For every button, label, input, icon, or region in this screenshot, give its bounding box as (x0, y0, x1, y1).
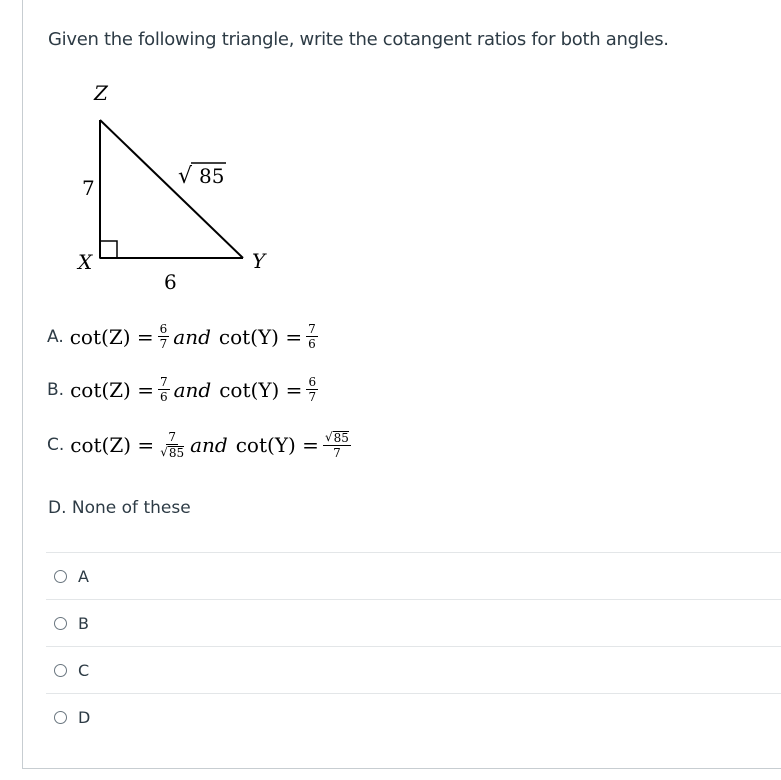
vertex-x-label: X (78, 250, 93, 274)
answer-label-d[interactable]: D (78, 707, 91, 727)
radio-c[interactable] (54, 664, 67, 677)
option-b-frac2-den: 7 (308, 390, 317, 404)
option-c-line (47, 431, 355, 459)
option-c-frac1-den-radicand: 85 (168, 446, 185, 460)
question-text: Given the following triangle, write the cotangent ratios for both angles. (48, 29, 669, 50)
option-c-rhs: cot(Y) = (235, 433, 319, 457)
triangle-figure (60, 75, 266, 295)
answer-option-c[interactable] (46, 646, 781, 693)
radio-a[interactable] (54, 570, 67, 583)
option-a-frac2-num: 7 (308, 322, 316, 336)
vertex-z-label: Z (94, 81, 108, 105)
hypotenuse-radicand: 85 (199, 164, 225, 188)
option-b-frac1 (158, 376, 170, 403)
option-b-frac1-num: 7 (159, 375, 168, 389)
option-c-frac1-den (158, 445, 186, 459)
side-left-label: 7 (82, 176, 95, 200)
option-c-frac2-den: 7 (333, 446, 341, 460)
option-a-frac1 (158, 323, 170, 350)
side-zy (100, 120, 243, 258)
answer-option-d[interactable] (46, 693, 781, 740)
answer-label-b[interactable]: B (78, 613, 89, 633)
option-a-prefix: A. (47, 326, 64, 347)
answer-label-c[interactable]: C (78, 660, 90, 680)
option-b-conj: and (173, 377, 212, 402)
option-a-conj: and (173, 324, 211, 349)
option-c-frac1-sqrt-symbol: √ (160, 445, 168, 459)
option-a-lhs: cot(Z) = (69, 324, 154, 349)
option-a-frac2 (306, 323, 318, 350)
option-c-frac2-num-radicand: 85 (333, 431, 349, 445)
option-c-frac2-sqrt-symbol: √ (324, 430, 333, 444)
option-c-prefix: C. (47, 435, 65, 455)
option-a-rhs: cot(Y) = (218, 324, 303, 349)
option-d-line (48, 498, 191, 518)
vertex-y-label: Y (252, 249, 266, 273)
option-b-frac2-num: 6 (308, 375, 317, 389)
hypotenuse-sqrt-symbol: √ (178, 164, 193, 189)
option-b-rhs: cot(Y) = (219, 377, 303, 402)
option-b-frac1-den: 6 (159, 390, 168, 404)
option-c-frac1 (158, 431, 186, 459)
answer-label-a[interactable]: A (78, 566, 89, 586)
option-a-frac1-num: 6 (159, 322, 168, 336)
option-b-lhs: cot(Z) = (70, 377, 154, 402)
radio-d[interactable] (54, 711, 67, 724)
option-c-lhs: cot(Z) = (70, 433, 155, 457)
option-c-frac2-num (323, 431, 351, 446)
answer-option-b[interactable] (46, 599, 781, 646)
side-bottom-label: 6 (164, 270, 177, 294)
option-c-conj: and (190, 433, 228, 457)
answer-option-a[interactable] (46, 552, 781, 599)
option-c-frac1-num: 7 (168, 430, 176, 444)
option-a-frac2-den: 6 (308, 337, 316, 351)
option-a-line (47, 323, 322, 350)
right-angle-marker (100, 241, 117, 258)
option-d-text: None of these (71, 498, 191, 518)
radio-b[interactable] (54, 617, 67, 630)
option-b-prefix: B. (47, 379, 65, 400)
answer-list (46, 552, 781, 740)
option-d-prefix: D. (48, 498, 67, 518)
option-b-line (47, 376, 322, 403)
option-b-frac2 (306, 376, 318, 403)
option-c-frac2 (323, 431, 351, 459)
option-a-frac1-den: 7 (159, 337, 168, 351)
